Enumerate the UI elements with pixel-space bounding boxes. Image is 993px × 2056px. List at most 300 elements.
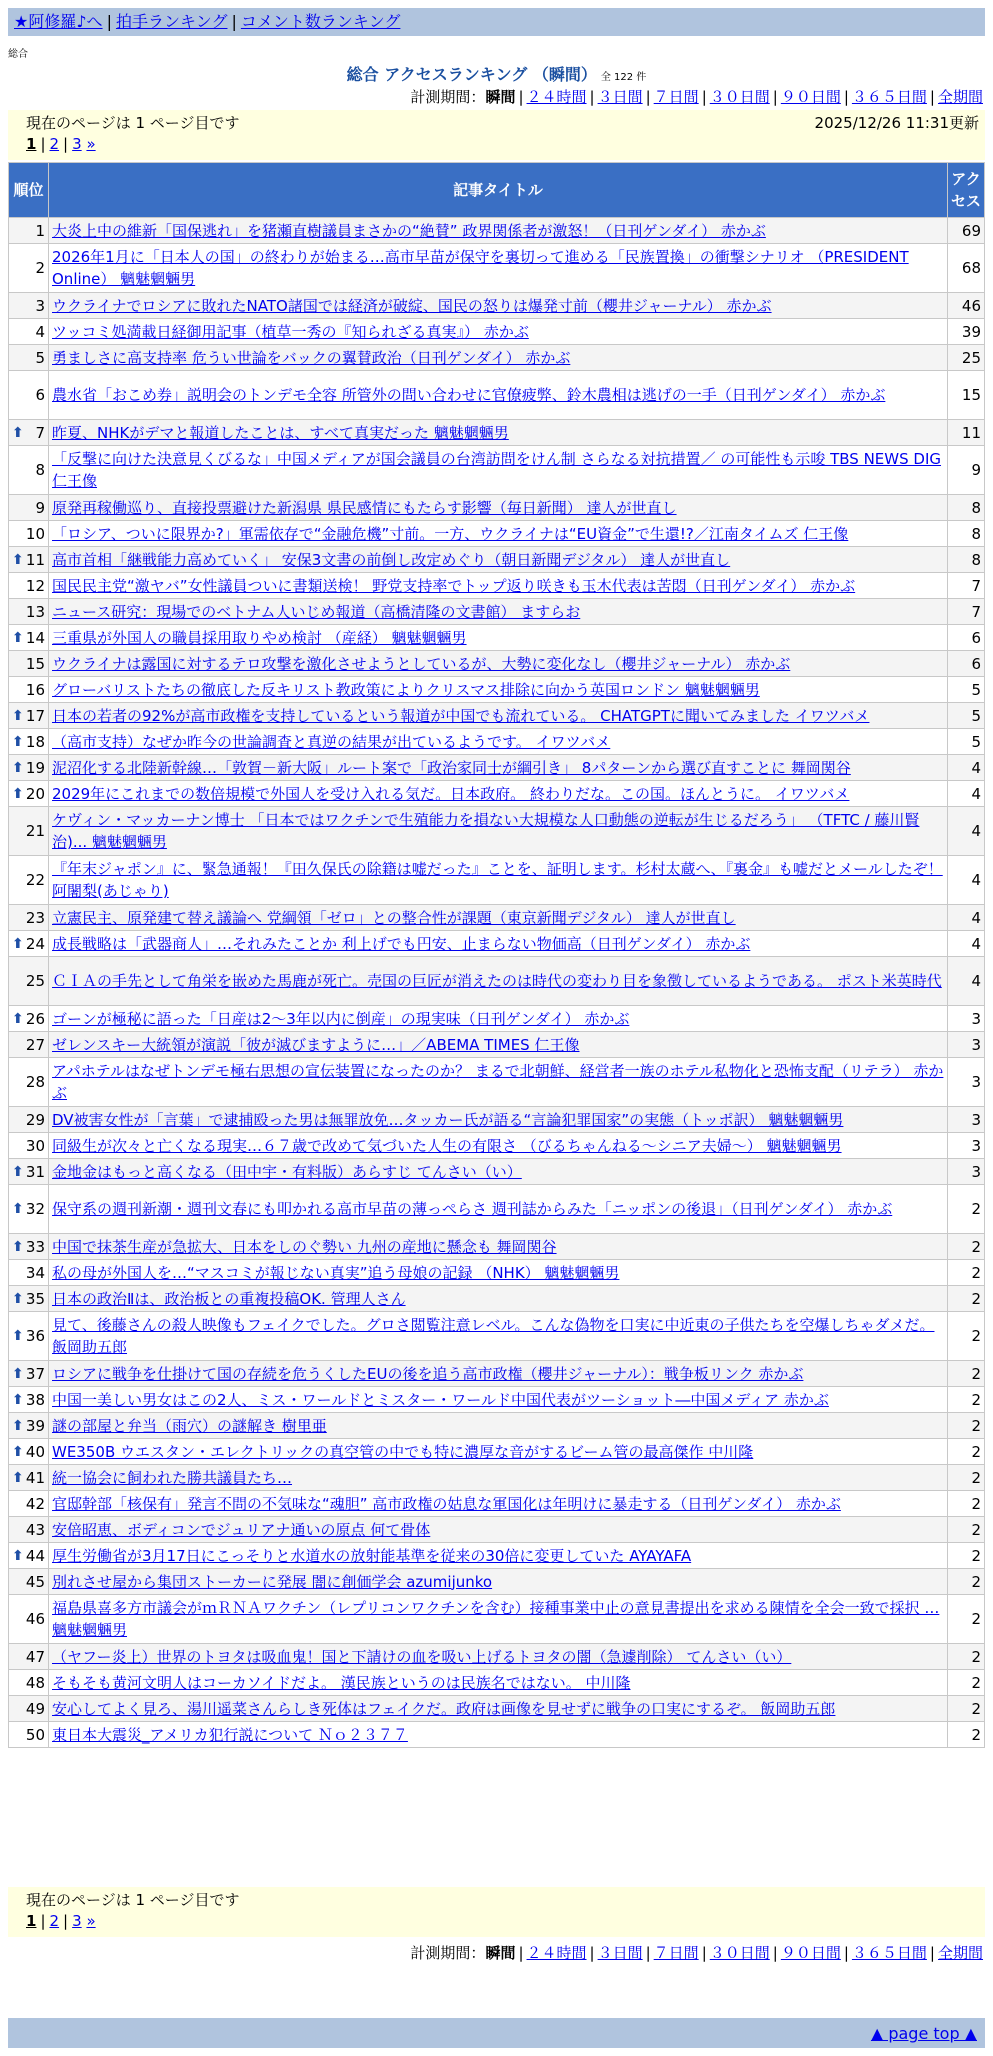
rank-number: 10 — [25, 524, 45, 543]
article-title-link[interactable]: ロシアに戦争を仕掛けて国の存続を危うくしたEUの後を追う高市政権（櫻井ジャーナル）：戦争板リンク 赤かぶ — [52, 1364, 804, 1383]
table-row — [9, 1595, 985, 1644]
article-title-link[interactable]: 中国一美しい男女はこの2人、ミス・ワールドとミスター・ワールド中国代表がツーショット―中国メディア 赤かぶ — [52, 1390, 829, 1409]
rank-cell — [9, 218, 49, 244]
period-option-link[interactable]: ３０日間 — [709, 1944, 770, 1962]
access-count: 8 — [948, 547, 985, 573]
rank-cell — [9, 319, 49, 345]
access-count: 3 — [948, 1159, 985, 1185]
article-title-link[interactable]: 官邸幹部「核保有」発言不問の不気味な“魂胆” 高市政権の姑息な軍国化は年明けに暴走する（日刊ゲンダイ） 赤かぶ — [52, 1494, 841, 1513]
access-count: 7 — [948, 573, 985, 599]
rank-cell — [9, 1286, 49, 1312]
table-row — [9, 1006, 985, 1032]
rank-number: 50 — [25, 1725, 45, 1744]
clap-ranking-link[interactable]: 拍手ランキング — [115, 12, 228, 31]
period-option-link[interactable]: ３６５日間 — [851, 88, 927, 106]
table-row — [9, 547, 985, 573]
access-count: 2 — [948, 1595, 985, 1644]
rank-up-icon: ⬆ — [12, 1417, 24, 1434]
article-title-link[interactable]: 『年末ジャポン』に、緊急通報！『田久保氏の除籍は嘘だった』ことを、証明します。杉村太蔵へ、『裏金』も嘘だとメールしたぞ！ 阿闍梨(あじゃり) — [52, 860, 943, 900]
rank-number: 45 — [25, 1572, 45, 1591]
title-cell — [49, 345, 948, 371]
title-cell — [49, 1312, 948, 1361]
table-row — [9, 651, 985, 677]
rank-up-icon: ⬆ — [12, 935, 24, 952]
article-title-link[interactable]: 中国で抹茶生産が急拡大、日本をしのぐ勢い 九州の産地に懸念も 舞岡関谷 — [52, 1237, 557, 1256]
access-count: 2 — [948, 1670, 985, 1696]
article-title-link[interactable]: グローバリストたちの徹底した反キリスト教政策によりクリスマス排除に向かう英国ロンドン 魑魅魍魎男 — [52, 680, 760, 699]
period-option-link[interactable]: 全期間 — [937, 1944, 983, 1962]
article-title-link[interactable]: ゴーンが極秘に語った「日産は2～3年以内に倒産」の現実味（日刊ゲンダイ） 赤かぶ — [52, 1009, 630, 1028]
rank-cell — [9, 1439, 49, 1465]
article-title-link[interactable]: 厚生労働省が3月17日にこっそりと水道水の放射能基準を従来の30倍に変更していた AYAYAFA — [52, 1546, 692, 1565]
rank-cell — [9, 1159, 49, 1185]
article-title-link[interactable]: 謎の部屋と弁当（雨穴）の謎解き 樹里亜 — [52, 1416, 327, 1435]
rank-cell — [9, 521, 49, 547]
title-cell — [49, 651, 948, 677]
access-count: 3 — [948, 1058, 985, 1107]
page-separator: | — [63, 135, 69, 153]
page-top-link[interactable]: ▲ page top ▲ — [870, 2024, 977, 2043]
title-cell — [49, 1058, 948, 1107]
period-separator: | — [645, 88, 651, 106]
table-row — [9, 345, 985, 371]
article-title-link[interactable]: ＣＩＡの手先として角栄を嵌めた馬鹿が死亡。売国の巨匠が消えたのは時代の変わり目を象徴しているようである。 ポスト米英時代 — [52, 972, 942, 990]
title-cell — [49, 547, 948, 573]
access-count: 8 — [948, 495, 985, 521]
rank-cell — [9, 1595, 49, 1644]
title-cell — [49, 1286, 948, 1312]
access-count: 3 — [948, 1032, 985, 1058]
rank-number: 5 — [35, 348, 45, 367]
period-option-link[interactable]: ９０日間 — [780, 1944, 841, 1962]
rank-number: 36 — [25, 1327, 45, 1345]
rank-cell — [9, 1644, 49, 1670]
title-cell — [49, 957, 948, 1006]
pager-bottom — [8, 1887, 985, 1937]
access-count: 2 — [948, 1465, 985, 1491]
access-count: 7 — [948, 599, 985, 625]
rank-cell — [9, 599, 49, 625]
article-title-link[interactable]: ケヴィン・マッカーナン博士 「日本ではワクチンで生殖能力を損ない大規模な人口動態の逆転が生じるだろう」 （TFTC / 藤川賢治)... 魑魅魍魎男 — [52, 811, 920, 851]
article-title-link[interactable]: 三重県が外国人の職員採用取りやめ検討 （産経） 魑魅魍魎男 — [52, 628, 467, 647]
rank-number: 26 — [25, 1009, 45, 1028]
title-cell — [49, 1260, 948, 1286]
rank-cell — [9, 1670, 49, 1696]
title-cell — [49, 293, 948, 319]
period-selector — [410, 86, 983, 107]
rank-number: 30 — [25, 1136, 45, 1155]
article-title-link[interactable]: 成長戦略は「武器商人」…それみたことか 利上げでも円安、止まらない物価高（日刊ゲンダイ） 赤かぶ — [52, 934, 751, 953]
period-separator: | — [843, 1944, 849, 1962]
period-separator: | — [589, 88, 595, 106]
period-option-link[interactable]: ２４時間 — [526, 88, 587, 106]
access-count: 2 — [948, 1569, 985, 1595]
ranking-body — [9, 218, 985, 1748]
access-count: 2 — [948, 1644, 985, 1670]
rank-cell — [9, 957, 49, 1006]
rank-number: 9 — [35, 498, 45, 517]
rank-cell — [9, 371, 49, 420]
rank-number: 39 — [25, 1416, 45, 1435]
rank-up-icon: ⬆ — [12, 1201, 24, 1217]
rank-up-icon: ⬆ — [12, 1365, 24, 1382]
page-link[interactable]: 2 — [49, 1912, 60, 1930]
article-title-link[interactable]: 泥沼化する北陸新幹線…「敦賀－新大阪」ルート案で「政治家同士が綱引き」 8パターンから選び直すことに 舞岡関谷 — [52, 758, 851, 777]
article-title-link[interactable]: 勇ましさに高支持率 危うい世論をバックの翼賛政治（日刊ゲンダイ） 赤かぶ — [52, 348, 571, 367]
page-title-text: 総合 アクセスランキング （瞬間） — [346, 65, 597, 84]
page-separator: | — [40, 135, 46, 153]
rank-number: 17 — [25, 706, 45, 725]
rank-cell — [9, 1107, 49, 1133]
page-link[interactable]: 3 — [72, 135, 82, 153]
article-title-link[interactable]: DV被害女性が「言葉」で逮捕殴った男は無罪放免…タッカー氏が語る“言論犯罪国家”の実態（トッポ訳） 魑魅魍魎男 — [52, 1110, 844, 1129]
title-cell — [49, 446, 948, 495]
article-title-link[interactable]: ツッコミ処満載日経御用記事（植草一秀の『知られざる真実』） 赤かぶ — [52, 322, 529, 341]
title-cell — [49, 1185, 948, 1234]
rank-number: 40 — [25, 1442, 45, 1461]
table-row — [9, 1032, 985, 1058]
period-separator: | — [701, 88, 707, 106]
access-count: 3 — [948, 1133, 985, 1159]
table-row — [9, 371, 985, 420]
article-title-link[interactable]: 日本の若者の92%が高市政権を支持しているという報道が中国でも流れている。 CHATGPTに聞いてみました イワツバメ — [52, 706, 870, 725]
table-row — [9, 1387, 985, 1413]
table-row — [9, 1185, 985, 1234]
article-title-link[interactable]: アパホテルはなぜトンデモ極右思想の宣伝装置になったのか？ まるで北朝鮮、経営者一族のホテル私物化と恐怖支配（リテラ） 赤かぶ — [52, 1062, 944, 1102]
rank-up-icon: ⬆ — [12, 759, 24, 776]
article-title-link[interactable]: 昨夏、NHKがデマと報道したことは、すべて真実だった 魑魅魍魎男 — [52, 423, 509, 442]
access-count: 11 — [948, 420, 985, 446]
article-title-link[interactable]: （ヤフー炎上）世界のトヨタは吸血鬼！国と下請けの血を吸い上げるトヨタの闇（急遽削除） てんさい（い） — [52, 1647, 792, 1666]
access-count: 2 — [948, 1491, 985, 1517]
rank-up-icon: ⬆ — [12, 1443, 24, 1460]
rank-up-icon: ⬆ — [12, 629, 24, 646]
rank-cell — [9, 1133, 49, 1159]
rank-number: 34 — [25, 1263, 45, 1282]
access-count: 25 — [948, 345, 985, 371]
article-title-link[interactable]: ウクライナでロシアに敗れたNATO諸国では経済が破綻、国民の怒りは爆発寸前（櫻井ジャーナル） 赤かぶ — [52, 296, 772, 315]
rank-cell — [9, 446, 49, 495]
title-cell — [49, 1107, 948, 1133]
footer-bar — [8, 2018, 985, 2048]
access-count: 2 — [948, 1312, 985, 1361]
rank-number: 1 — [35, 221, 45, 240]
page-separator: | — [40, 1912, 46, 1930]
period-separator: | — [518, 88, 524, 106]
title-cell — [49, 1644, 948, 1670]
updated-time: 2025/12/26 11:31更新 — [814, 114, 979, 132]
article-title-link[interactable]: 福島県喜多方市議会がｍＲＮＡワクチン（レプリコンワクチンを含む）接種事業中止の意見書提出を求める陳情を全会一致で採択 … 魑魅魍魎男 — [52, 1599, 940, 1639]
rank-number: 31 — [25, 1162, 45, 1181]
rank-up-icon: ⬆ — [12, 1290, 24, 1307]
rank-number: 19 — [25, 758, 45, 777]
table-row — [9, 703, 985, 729]
access-count: 2 — [948, 1696, 985, 1722]
table-row — [9, 1312, 985, 1361]
rank-cell — [9, 807, 49, 856]
article-title-link[interactable]: ウクライナは露国に対するテロ攻撃を激化させようとしているが、大勢に変化なし（櫻井ジャーナル） 赤かぶ — [52, 654, 791, 673]
title-cell — [49, 905, 948, 931]
table-row — [9, 521, 985, 547]
access-count: 2 — [948, 1185, 985, 1234]
col-title-header: 記事タイトル — [49, 163, 948, 218]
rank-cell — [9, 1465, 49, 1491]
article-title-link[interactable]: （高市支持）なぜか昨今の世論調査と真逆の結果が出ているようです。 イワツバメ — [52, 732, 611, 751]
access-count: 2 — [948, 1387, 985, 1413]
access-count: 2 — [948, 1722, 985, 1748]
rank-number: 8 — [35, 461, 45, 479]
period-separator: | — [589, 1944, 595, 1962]
title-cell — [49, 1569, 948, 1595]
rank-number: 33 — [25, 1237, 45, 1256]
rank-number: 41 — [25, 1468, 45, 1487]
rank-cell — [9, 1413, 49, 1439]
rank-cell — [9, 1234, 49, 1260]
article-title-link[interactable]: ニュース研究：現場でのベトナム人いじめ報道（高橋清隆の文書館） ますらお — [52, 602, 581, 621]
rank-up-icon: ⬆ — [12, 1547, 24, 1564]
home-link[interactable]: ★阿修羅♪へ — [14, 12, 103, 31]
title-cell — [49, 1670, 948, 1696]
period-option-link[interactable]: ７日間 — [653, 88, 699, 106]
title-cell — [49, 1491, 948, 1517]
rank-up-icon: ⬆ — [12, 1010, 24, 1027]
table-row — [9, 905, 985, 931]
current-page-number: 1 — [26, 1912, 37, 1930]
category-label: 総合 — [8, 49, 28, 60]
rank-cell — [9, 905, 49, 931]
table-row — [9, 1696, 985, 1722]
rank-number: 7 — [35, 423, 45, 442]
rank-cell — [9, 573, 49, 599]
access-count: 2 — [948, 1413, 985, 1439]
current-page-number: 1 — [26, 135, 37, 153]
title-cell — [49, 599, 948, 625]
rank-number: 21 — [25, 822, 45, 840]
period-option-link[interactable]: 全期間 — [937, 88, 983, 106]
article-title-link[interactable]: 2026年1月に「日本人の国」の終わりが始まる…高市早苗が保守を裏切って進める「民族置換」の衝撃シナリオ （PRESIDENT Online） 魑魅魍魎男 — [52, 248, 909, 288]
rank-number: 20 — [25, 784, 45, 803]
article-title-link[interactable]: 私の母が外国人を…“マスコミが報じない真実”追う母娘の記録 （NHK） 魑魅魍魎男 — [52, 1263, 620, 1282]
rank-cell — [9, 677, 49, 703]
rank-cell — [9, 625, 49, 651]
article-title-link[interactable]: そもそも黄河文明人はコーカソイドだよ。 漢民族というのは民族名ではない。 中川隆 — [52, 1673, 631, 1692]
rank-cell — [9, 1006, 49, 1032]
table-row — [9, 1491, 985, 1517]
title-cell — [49, 1595, 948, 1644]
table-row — [9, 1260, 985, 1286]
article-title-link[interactable]: WE350B ウエスタン・エレクトリックの真空管の中でも特に濃厚な音がするビーム管の最高傑作 中川隆 — [52, 1442, 754, 1461]
article-title-link[interactable]: 同級生が次々と亡くなる現実…６７歳で改めて気づいた人生の有限さ （びるちゃんねる～シニア夫婦～） 魑魅魍魎男 — [52, 1136, 842, 1155]
rank-cell — [9, 547, 49, 573]
access-count: 2 — [948, 1234, 985, 1260]
rank-cell — [9, 856, 49, 905]
current-page-text: 現在のページは 1 ページ目です — [26, 1891, 240, 1909]
article-title-link[interactable]: 別れさせ屋から集団ストーカーに発展 闇に創価学会 azumijunko — [52, 1572, 493, 1591]
table-row — [9, 1465, 985, 1491]
table-row — [9, 677, 985, 703]
title-cell — [49, 703, 948, 729]
access-count: 3 — [948, 1107, 985, 1133]
table-row — [9, 1439, 985, 1465]
rank-number: 47 — [25, 1647, 45, 1666]
title-cell — [49, 1006, 948, 1032]
period-option-link[interactable]: ３日間 — [597, 1944, 643, 1962]
rank-number: 15 — [25, 654, 45, 673]
title-cell — [49, 755, 948, 781]
comment-ranking-link[interactable]: コメント数ランキング — [240, 12, 401, 31]
rank-cell — [9, 781, 49, 807]
period-current: 瞬間 — [485, 88, 516, 106]
table-row — [9, 293, 985, 319]
total-count: 全 122 件 — [600, 72, 647, 83]
rank-up-icon: ⬆ — [12, 1163, 24, 1180]
title-cell — [49, 781, 948, 807]
title-cell — [49, 625, 948, 651]
rank-number: 2 — [35, 259, 45, 277]
col-rank-header: 順位 — [9, 163, 49, 218]
table-row — [9, 420, 985, 446]
rank-number: 44 — [25, 1546, 45, 1565]
period-selector — [410, 1942, 983, 1963]
page-link[interactable]: 3 — [72, 1912, 82, 1930]
title-cell — [49, 495, 948, 521]
period-option-link[interactable]: ３日間 — [597, 88, 643, 106]
rank-number: 37 — [25, 1364, 45, 1383]
rank-number: 35 — [25, 1289, 45, 1308]
access-count: 4 — [948, 905, 985, 931]
access-count: 2 — [948, 1439, 985, 1465]
rank-cell — [9, 1387, 49, 1413]
rank-cell — [9, 1312, 49, 1361]
access-count: 15 — [948, 371, 985, 420]
access-count: 46 — [948, 293, 985, 319]
page-link[interactable]: 2 — [49, 135, 60, 153]
rank-number: 12 — [25, 576, 45, 595]
article-title-link[interactable]: 立憲民主、原発建て替え議論へ 党綱領「ゼロ」との整合性が課題（東京新聞デジタル） 達人が世直し — [52, 908, 736, 927]
table-row — [9, 1107, 985, 1133]
article-title-link[interactable]: ゼレンスキー大統領が演説「彼が滅びますように…」／ABEMA TIMES 仁王像 — [52, 1035, 580, 1054]
rank-cell — [9, 1185, 49, 1234]
article-title-link[interactable]: 大炎上中の維新「国保逃れ」を猪瀬直樹議員まさかの“絶賛” 政界関係者が激怒！（日刊ゲンダイ） 赤かぶ — [52, 221, 766, 240]
article-title-link[interactable]: 見て、後藤さんの殺人映像もフェイクでした。グロさ閲覧注意レベル。こんな偽物を口実に中近東の子供たちを空爆しちゃダメだ。 飯岡助五郎 — [52, 1316, 935, 1356]
table-row — [9, 1361, 985, 1387]
table-row — [9, 1234, 985, 1260]
rank-cell — [9, 1361, 49, 1387]
title-cell — [49, 1387, 948, 1413]
rank-up-icon: ⬆ — [12, 733, 24, 750]
period-option-link[interactable]: ２４時間 — [526, 1944, 587, 1962]
rank-cell — [9, 1569, 49, 1595]
title-cell — [49, 1517, 948, 1543]
rank-cell — [9, 293, 49, 319]
rank-cell — [9, 345, 49, 371]
article-title-link[interactable]: 農水省「おこめ券」説明会のトンデモ全容 所管外の問い合わせに官僚疲弊、鈴木農相は逃げの一手（日刊ゲンダイ） 赤かぶ — [52, 386, 886, 404]
rank-number: 14 — [25, 628, 45, 647]
ranking-table — [8, 162, 985, 1748]
rank-number: 6 — [35, 386, 45, 404]
period-option-link[interactable]: ７日間 — [653, 1944, 699, 1962]
title-cell — [49, 319, 948, 345]
article-title-link[interactable]: 安心してよく見ろ、湯川遥菜さんらしき死体はフェイクだ。政府は画像を見せずに戦争の口実にするぞ。 飯岡助五郎 — [52, 1699, 836, 1718]
table-row — [9, 807, 985, 856]
period-separator: | — [645, 1944, 651, 1962]
article-title-link[interactable]: 「反撃に向けた決意見くびるな」中国メディアが国会議員の台湾訪問をけん制 さらなる対抗措置／ の可能性も示唆 TBS NEWS DIG 仁王像 — [52, 450, 942, 490]
rank-up-icon: ⬆ — [12, 707, 24, 724]
rank-number: 29 — [25, 1110, 45, 1129]
rank-number: 42 — [25, 1494, 45, 1513]
table-row — [9, 1517, 985, 1543]
table-row — [9, 755, 985, 781]
article-title-link[interactable]: 統一協会に飼われた勝共議員たち… — [52, 1468, 293, 1487]
article-title-link[interactable]: 原発再稼働巡り、直接投票避けた新潟県 県民感情にもたらす影響（毎日新聞） 達人が世直し — [52, 498, 677, 517]
article-title-link[interactable]: 「ロシア、ついに限界か?」軍需依存で“金融危機”寸前。一方、ウクライナは“EU資金”で生還!?／江南タイムズ 仁王像 — [52, 524, 849, 543]
title-cell — [49, 1133, 948, 1159]
access-count: 4 — [948, 755, 985, 781]
title-cell — [49, 573, 948, 599]
rank-cell — [9, 651, 49, 677]
period-option-link[interactable]: ３０日間 — [709, 88, 770, 106]
article-title-link[interactable]: 東日本大震災_アメリカ犯行説について Ｎｏ２３７７ — [52, 1725, 408, 1744]
article-title-link[interactable]: 安倍昭恵、ボディコンでジュリアナ通いの原点 何て骨体 — [52, 1520, 431, 1539]
rank-number: 13 — [25, 602, 45, 621]
rank-cell — [9, 755, 49, 781]
access-count: 2 — [948, 1543, 985, 1569]
article-title-link[interactable]: 2029年にこれまでの数倍規模で外国人を受け入れる気だ。日本政府。 終わりだな。この国。ほんとうに。 イワツバメ — [52, 784, 850, 803]
title-cell — [49, 244, 948, 293]
title-cell — [49, 856, 948, 905]
access-count: 6 — [948, 651, 985, 677]
rank-number: 48 — [25, 1673, 45, 1692]
rank-cell — [9, 703, 49, 729]
rank-cell — [9, 1517, 49, 1543]
rank-cell — [9, 1722, 49, 1748]
current-page-text: 現在のページは 1 ページ目です — [26, 114, 240, 132]
article-title-link[interactable]: 保守系の週刊新潮・週刊文春にも叩かれる高市早苗の薄っぺらさ 週刊誌からみた「ニッポンの後退」（日刊ゲンダイ） 赤かぶ — [52, 1200, 893, 1218]
access-count: 4 — [948, 957, 985, 1006]
title-cell — [49, 1234, 948, 1260]
period-option-link[interactable]: ９０日間 — [780, 88, 841, 106]
rank-cell — [9, 1260, 49, 1286]
period-separator: | — [843, 88, 849, 106]
title-cell — [49, 931, 948, 957]
rank-cell — [9, 495, 49, 521]
table-row — [9, 856, 985, 905]
rank-cell — [9, 931, 49, 957]
article-title-link[interactable]: 高市首相「継戦能力高めていく」 安保3文書の前倒し改定めぐり（朝日新聞デジタル） 達人が世直し — [52, 550, 731, 569]
article-title-link[interactable]: 日本の政治Ⅱは、政治板との重複投稿OK. 管理人さん — [52, 1289, 406, 1308]
page-link[interactable]: » — [86, 135, 96, 153]
rank-cell — [9, 1491, 49, 1517]
rank-number: 43 — [25, 1520, 45, 1539]
access-count: 9 — [948, 446, 985, 495]
page-link[interactable]: » — [86, 1912, 96, 1930]
nav-separator: | — [231, 12, 237, 31]
period-option-link[interactable]: ３６５日間 — [851, 1944, 927, 1962]
period-label: 計測期間： — [410, 1944, 486, 1962]
rank-cell — [9, 1032, 49, 1058]
title-cell — [49, 1159, 948, 1185]
rank-cell — [9, 729, 49, 755]
table-row — [9, 1286, 985, 1312]
article-title-link[interactable]: 国民民主党“激ヤバ”女性議員ついに書類送検！ 野党支持率でトップ返り咲きも玉木代表は苦悶（日刊ゲンダイ） 赤かぶ — [52, 576, 856, 595]
article-title-link[interactable]: 金地金はもっと高くなる（田中宇・有料版）あらすじ てんさい（い） — [52, 1162, 522, 1181]
access-count: 69 — [948, 218, 985, 244]
title-cell — [49, 677, 948, 703]
period-label: 計測期間： — [410, 88, 486, 106]
rank-number: 16 — [25, 680, 45, 699]
table-row — [9, 446, 985, 495]
rank-number: 18 — [25, 732, 45, 751]
